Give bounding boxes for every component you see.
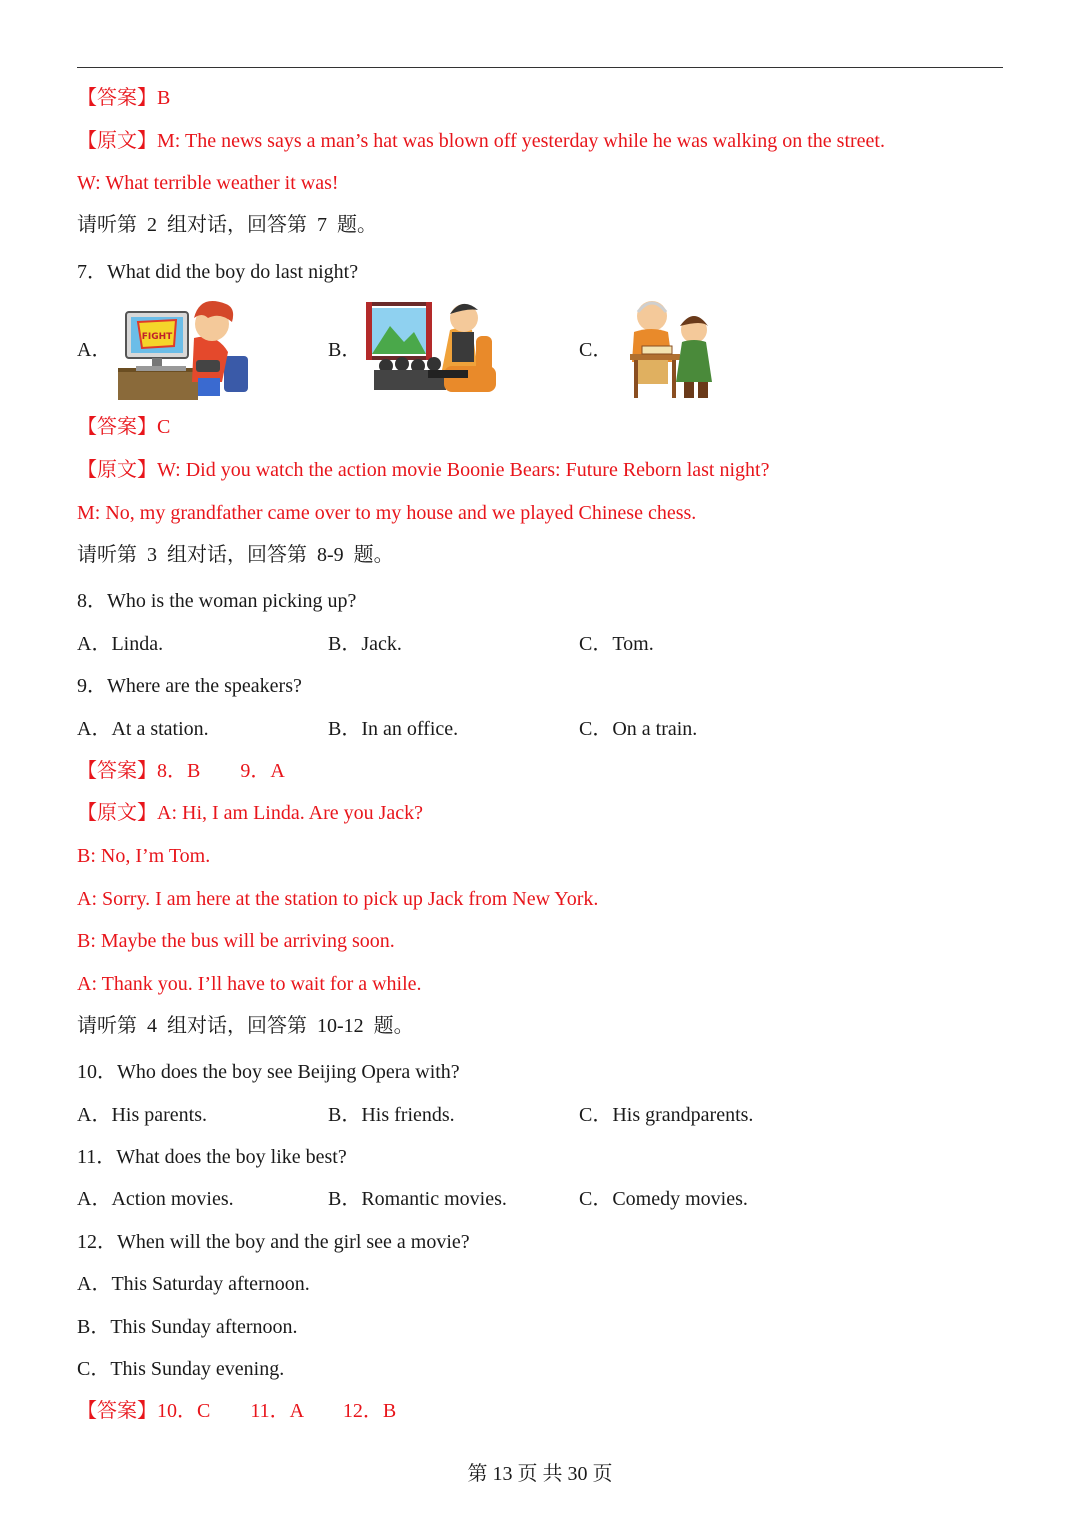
- q11-option-c: C．Comedy movies.: [579, 1188, 748, 1210]
- q12-option-b: B．This Sunday afternoon.: [77, 1316, 298, 1338]
- page-number-footer: 第 13 页 共 30 页: [467, 1463, 613, 1485]
- q10-question: 10．Who does the boy see Beijing Opera with?: [77, 1061, 460, 1083]
- q8-option-c: C．Tom.: [579, 633, 654, 655]
- q6-transcript-line-1: 【原文】M: The news says a man’s hat was blown off yesterday while he was walking on the street.: [77, 130, 885, 152]
- q8-9-answer: 【答案】8．B 9．A: [77, 760, 285, 782]
- q7-answer: 【答案】C: [77, 416, 171, 438]
- q9-option-a: A．At a station.: [77, 718, 209, 740]
- q8-9-transcript-line-5: A: Thank you. I’ll have to wait for a while.: [77, 973, 422, 995]
- q8-9-transcript-line-4: B: Maybe the bus will be arriving soon.: [77, 930, 395, 952]
- q7-question: 7．What did the boy do last night?: [77, 261, 359, 283]
- q12-option-a: A．This Saturday afternoon.: [77, 1273, 310, 1295]
- q12-option-c: C．This Sunday evening.: [77, 1358, 285, 1380]
- q7-transcript-line-2: M: No, my grandfather came over to my house and we played Chinese chess.: [77, 502, 697, 524]
- q7-picture-c-chinese-chess: [624, 296, 720, 402]
- q11-option-b: B．Romantic movies.: [328, 1188, 507, 1210]
- q7-option-c-label: C．: [579, 339, 613, 361]
- dialog3-instruction: 请听第 3 组对话，回答第 8-9 题。: [77, 544, 394, 566]
- q6-transcript-line-2: W: What terrible weather it was!: [77, 172, 339, 194]
- q8-9-transcript-line-3: A: Sorry. I am here at the station to pick up Jack from New York.: [77, 888, 599, 910]
- q8-question: 8．Who is the woman picking up?: [77, 590, 357, 612]
- q7-option-b-label: B．: [328, 339, 362, 361]
- header-rule: [77, 67, 1003, 68]
- q6-answer: 【答案】B: [77, 87, 171, 109]
- q9-question: 9．Where are the speakers?: [77, 675, 302, 697]
- q9-option-b: B．In an office.: [328, 718, 459, 740]
- q10-12-answer: 【答案】10．C 11．A 12．B: [77, 1400, 397, 1422]
- q10-option-c: C．His grandparents.: [579, 1104, 754, 1126]
- fight-screen-text: FIGHT: [141, 332, 173, 342]
- q10-option-b: B．His friends.: [328, 1104, 455, 1126]
- q7-transcript-line-1: 【原文】W: Did you watch the action movie Boonie Bears: Future Reborn last night?: [77, 459, 770, 481]
- q8-option-a: A．Linda.: [77, 633, 164, 655]
- q12-question: 12．When will the boy and the girl see a movie?: [77, 1231, 470, 1253]
- q8-9-transcript-line-1: 【原文】A: Hi, I am Linda. Are you Jack?: [77, 802, 424, 824]
- q11-question: 11．What does the boy like best?: [77, 1146, 347, 1168]
- q7-option-a-label: A．: [77, 339, 112, 361]
- q7-picture-a-computer-game: [116, 298, 250, 402]
- q7-picture-b-watching-movie: [366, 296, 500, 400]
- dialog4-instruction: 请听第 4 组对话，回答第 10-12 题。: [77, 1015, 414, 1037]
- q8-9-transcript-line-2: B: No, I’m Tom.: [77, 845, 211, 867]
- dialog2-instruction: 请听第 2 组对话，回答第 7 题。: [77, 214, 377, 236]
- q8-option-b: B．Jack.: [328, 633, 402, 655]
- q10-option-a: A．His parents.: [77, 1104, 207, 1126]
- q9-option-c: C．On a train.: [579, 718, 698, 740]
- q11-option-a: A．Action movies.: [77, 1188, 234, 1210]
